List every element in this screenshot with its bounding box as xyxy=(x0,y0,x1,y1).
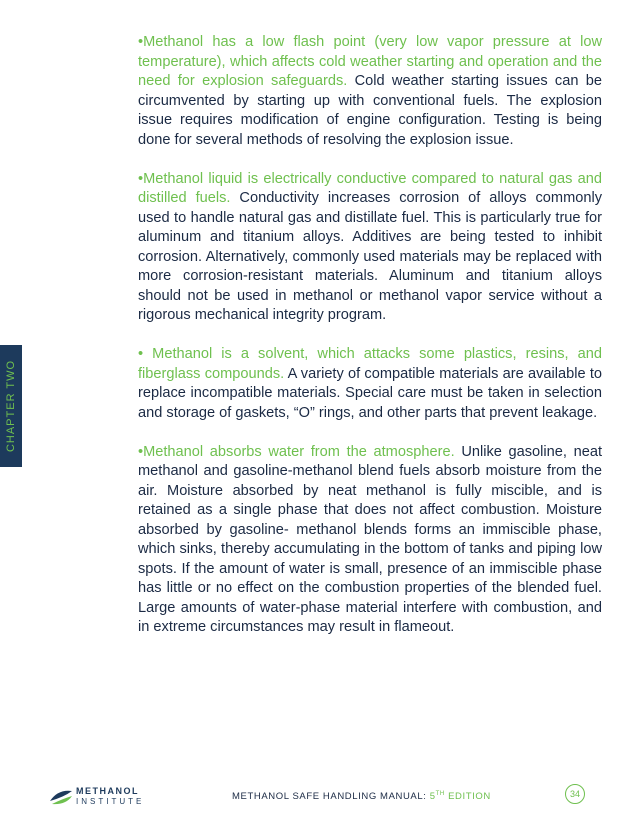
bullet-body: Conductivity increases corrosion of alloys commonly used to handle natural gas and distillate fuel. This is particularly true for aluminum and titanium alloys. Additives are being tested to inhibit corrosion. Alternatively, commonly used materials may be replaced with more corrosion-resistant materials. Aluminum and titanium alloys should not be used in methanol or methanol vapor service without a rigorous mechanical integrity program. xyxy=(138,190,602,323)
logo-text-methanol: METHANOL xyxy=(76,786,139,796)
bullet-lead: Methanol liquid is electrically conductive compared to natural gas and distilled fuels. xyxy=(138,170,602,206)
logo-text-institute: INSTITUTE xyxy=(76,797,145,806)
bullet-marker: • xyxy=(138,170,144,187)
bullet-lead: Methanol has a low flash point (very low vapor pressure at low temperature), which affects cold weather starting and operation and the need for explosion safeguards. xyxy=(138,34,602,89)
chapter-side-tab xyxy=(0,345,22,467)
edition-number: 5 xyxy=(429,791,436,803)
bullet-body: Unlike gasoline, neat methanol and gasoline-methanol blend fuels absorb moisture from the air. Moisture absorbed by neat methanol is fully miscible, and is retained as a single phase that does not affect combustion. Moisture absorbed by gasoline- methanol blends forms an immiscible phase, which sinks, thereby accumulating in the bottom of tanks and piping low spots. If the amount of water is small, presence of an immiscible phase has little or no effect on the combustion properties of the blended fuel. Large amounts of water-phase material interfere with combustion, and in extreme circumstances may result in flameout. xyxy=(138,443,603,635)
bullet-marker: • xyxy=(138,443,144,460)
bullet-absorbs-water xyxy=(138,443,602,638)
manual-title-text: METHANOL SAFE HANDLING MANUAL: xyxy=(232,791,427,803)
bullet-solvent xyxy=(138,345,602,423)
logo-mark-icon xyxy=(48,787,74,807)
page-footer xyxy=(0,782,638,812)
bullet-marker: • xyxy=(138,34,144,50)
edition-suffix: TH xyxy=(435,791,445,797)
bullet-flash-point xyxy=(138,33,602,150)
page-content xyxy=(138,33,602,657)
bullet-conductive xyxy=(138,170,602,326)
manual-title xyxy=(232,791,491,802)
bullet-lead: Methanol is a solvent, which attacks some plastics, resins, and fiberglass compounds. xyxy=(138,346,602,382)
bullet-lead: Methanol absorbs water from the atmosphere. xyxy=(143,443,455,460)
page-number: 34 xyxy=(565,784,585,804)
chapter-label: CHAPTER TWO xyxy=(5,359,17,453)
bullet-body: Cold weather starting issues can be circumvented by starting up with conventional fuels. The explosion issue requires modification of engine configuration. Testing is being done for several methods of resolving the explosion issue. xyxy=(138,73,602,148)
bullet-marker: • xyxy=(138,346,153,362)
bullet-body: A variety of compatible materials are available to replace incompatible materials. Special care must be taken in selection and storage of gaskets, “O” rings, and other parts that prevent leakage. xyxy=(138,365,602,421)
edition-word: EDITION xyxy=(448,791,491,803)
